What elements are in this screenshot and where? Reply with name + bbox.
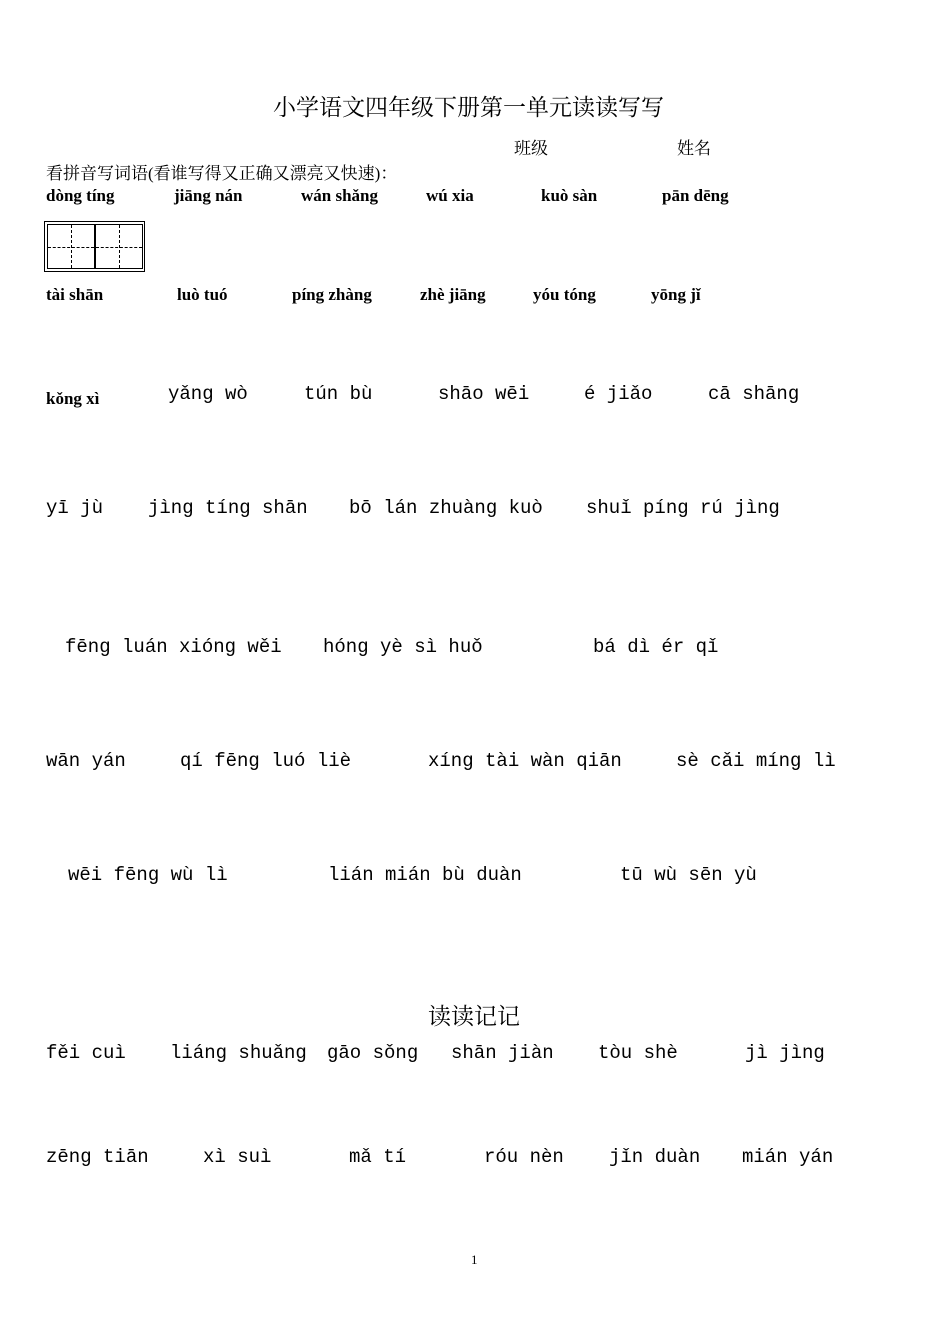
class-label: 班级 xyxy=(514,139,548,158)
writing-cell xyxy=(95,224,143,269)
pinyin-word: mǎ tí xyxy=(349,1146,407,1168)
pinyin-word: wán shǎng xyxy=(301,186,379,205)
pinyin-word: yī jù xyxy=(46,497,104,519)
section-title: 读读记记 xyxy=(428,1004,520,1029)
pinyin-word: fěi cuì xyxy=(46,1042,126,1064)
pinyin-word: jìng tíng shān xyxy=(148,497,308,519)
pinyin-word: kǒng xì xyxy=(46,389,100,408)
pinyin-word: tài shān xyxy=(46,285,104,304)
pinyin-word: sè cǎi míng lì xyxy=(676,750,836,772)
pinyin-word: tòu shè xyxy=(598,1042,678,1064)
pinyin-word: jì jìng xyxy=(745,1042,825,1064)
pinyin-word: róu nèn xyxy=(484,1146,564,1168)
pinyin-word: bá dì ér qǐ xyxy=(593,636,719,658)
pinyin-word: gāo sǒng xyxy=(327,1042,419,1064)
pinyin-word: shuǐ píng rú jìng xyxy=(586,497,780,519)
pinyin-word: qí fēng luó liè xyxy=(180,750,352,772)
pinyin-word: bō lán zhuàng kuò xyxy=(349,497,543,519)
pinyin-word: lián mián bù duàn xyxy=(328,864,522,886)
pinyin-word: é jiǎo xyxy=(584,383,653,405)
pinyin-word: hóng yè sì huǒ xyxy=(323,636,483,658)
pinyin-word: liáng shuǎng xyxy=(170,1042,307,1064)
page-number: 1 xyxy=(471,1252,478,1267)
page-title: 小学语文四年级下册第一单元读读写写 xyxy=(273,95,664,120)
pinyin-word: zēng tiān xyxy=(46,1146,149,1168)
pinyin-word: tún bù xyxy=(304,383,373,405)
pinyin-word: jǐn duàn xyxy=(609,1146,701,1168)
pinyin-word: shān jiàn xyxy=(451,1042,554,1064)
pinyin-word: yǎng wò xyxy=(168,383,248,405)
writing-cell xyxy=(47,224,95,269)
pinyin-word: jiāng nán xyxy=(174,186,243,205)
pinyin-word: zhè jiāng xyxy=(420,285,486,304)
pinyin-word: wēi fēng wù lì xyxy=(68,864,228,886)
name-label: 姓名 xyxy=(677,139,711,158)
writing-grid xyxy=(44,221,145,272)
instruction: 看拼音写词语(看谁写得又正确又漂亮又快速)： xyxy=(46,164,398,183)
pinyin-word: píng zhàng xyxy=(292,285,372,304)
pinyin-word: mián yán xyxy=(742,1146,834,1168)
pinyin-word: fēng luán xióng wěi xyxy=(65,636,282,658)
pinyin-word: shāo wēi xyxy=(438,383,530,405)
pinyin-word: yōng jǐ xyxy=(651,285,701,304)
pinyin-word: tū wù sēn yù xyxy=(620,864,757,886)
pinyin-word: xì suì xyxy=(203,1146,272,1168)
pinyin-word: wān yán xyxy=(46,750,126,772)
pinyin-word: dòng tíng xyxy=(46,186,115,205)
pinyin-word: cā shāng xyxy=(708,383,800,405)
pinyin-word: pān dēng xyxy=(662,186,729,205)
pinyin-word: yóu tóng xyxy=(533,285,596,304)
pinyin-word: xíng tài wàn qiān xyxy=(428,750,622,772)
pinyin-word: wú xia xyxy=(426,186,474,205)
pinyin-word: luò tuó xyxy=(177,285,228,304)
pinyin-word: kuò sàn xyxy=(541,186,598,205)
